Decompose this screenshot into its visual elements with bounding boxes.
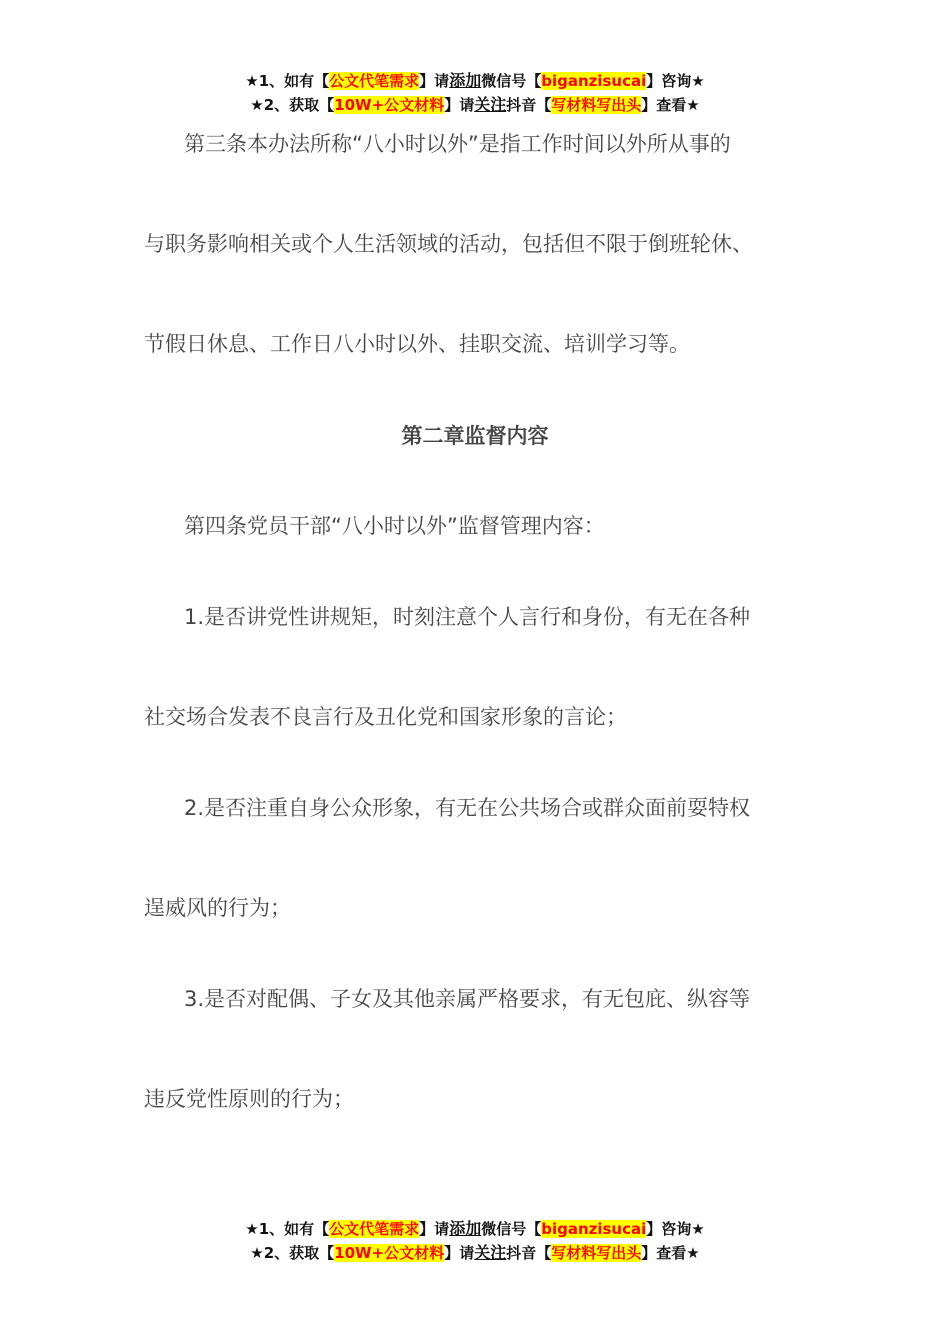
underlined-text: 添加 <box>449 1219 482 1238</box>
banner-text: 】请 <box>419 1220 450 1238</box>
banner-text: 】查看★ <box>641 1244 700 1262</box>
paragraph-line: 违反党性原则的行为； <box>144 1087 354 1111</box>
underlined-text: 关注 <box>474 95 507 114</box>
highlight-text: 10W+公文材料 <box>334 96 445 114</box>
highlight-text: 写材料写出头 <box>551 96 642 114</box>
paragraph-line: 第四条党员干部“八小时以外”监督管理内容： <box>184 514 605 538</box>
paragraph-line: 社交场合发表不良言行及丑化党和国家形象的言论； <box>144 705 627 729</box>
paragraph-line: 3.是否对配偶、子女及其他亲属严格要求，有无包庇、纵容等 <box>184 987 751 1011</box>
paragraph-line: 2.是否注重自身公众形象，有无在公共场合或群众面前耍特权 <box>184 796 751 820</box>
underlined-text: 添加 <box>449 71 482 90</box>
banner-line-2 <box>0 93 950 117</box>
paragraph-line: 1.是否讲党性讲规矩，时刻注意个人言行和身份，有无在各种 <box>184 605 751 629</box>
banner-text: 抖音【 <box>506 1244 552 1262</box>
highlight-text: biganzisucai <box>541 1220 647 1238</box>
banner-text: 微信号【 <box>481 1220 542 1238</box>
paragraph-line: 节假日休息、工作日八小时以外、挂职交流、培训学习等。 <box>144 332 690 356</box>
banner-text: 】查看★ <box>641 96 700 114</box>
banner-text: ★1、如有【 <box>245 1220 330 1238</box>
banner-text: 微信号【 <box>481 72 542 90</box>
paragraph-line: 与职务影响相关或个人生活领域的活动，包括但不限于倒班轮休、 <box>144 232 753 256</box>
header-banner <box>0 69 950 117</box>
banner-text: ★2、获取【 <box>250 96 335 114</box>
chapter-heading: 第二章监督内容 <box>401 424 549 448</box>
banner-text: 】咨询★ <box>646 1220 705 1238</box>
banner-text: 】请 <box>444 1244 475 1262</box>
banner-text: 】请 <box>419 72 450 90</box>
highlight-text: biganzisucai <box>541 72 647 90</box>
highlight-text: 公文代笔需求 <box>329 72 420 90</box>
banner-line-1 <box>0 1217 950 1241</box>
highlight-text: 10W+公文材料 <box>334 1244 445 1262</box>
paragraph-line: 第三条本办法所称“八小时以外”是指工作时间以外所从事的 <box>184 132 731 156</box>
highlight-text: 公文代笔需求 <box>329 1220 420 1238</box>
footer-banner <box>0 1217 950 1265</box>
banner-text: ★2、获取【 <box>250 1244 335 1262</box>
banner-text: ★1、如有【 <box>245 72 330 90</box>
banner-text: 抖音【 <box>506 96 552 114</box>
banner-text: 】请 <box>444 96 475 114</box>
banner-text: 】咨询★ <box>646 72 705 90</box>
banner-line-1 <box>0 69 950 93</box>
banner-line-2 <box>0 1241 950 1265</box>
highlight-text: 写材料写出头 <box>551 1244 642 1262</box>
paragraph-line: 逞威风的行为； <box>144 896 291 920</box>
underlined-text: 关注 <box>474 1243 507 1262</box>
